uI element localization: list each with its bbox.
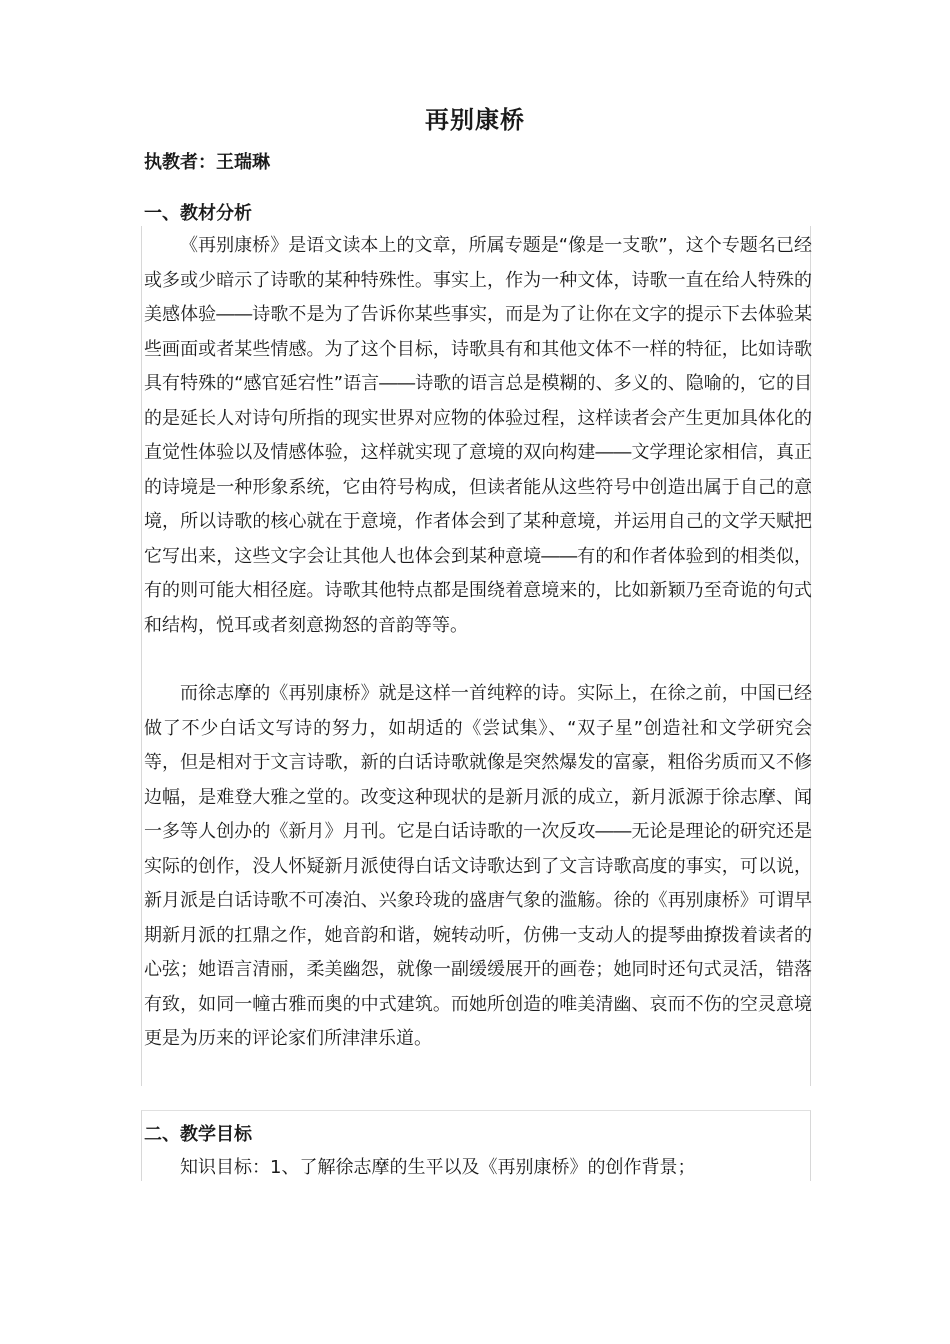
- section-1-paragraph-1: 《再别康桥》是语文读本上的文章，所属专题是“像是一支歌”，这个专题名已经或多或少暗示了诗歌的某种特殊性。事实上，作为一种文体，诗歌一直在给人特殊的美感体验――诗歌不是为了告诉你某些事实，而是为了让你在文字的提示下去体验某些画面或者某些情感。为了这个目标，诗歌具有和其他文体不一样的特征，比如诗歌具有特殊的“感官延宕性”语言――诗歌的语言总是模糊的、多义的、隐喻的，它的目的是延长人对诗句所指的现实世界对应物的体验过程，这样读者会产生更加具体化的直觉性体验以及情感体验，这样就实现了意境的双向构建――文学理论家相信，真正的诗境是一种形象系统，它由符号构成，但读者能从这些符号中创造出属于自己的意境，所以诗歌的核心就在于意境，作者体会到了某种意境，并运用自己的文学天赋把它写出来，这些文字会让其他人也体会到某种意境――有的和作者体验到的相类似，有的则可能大相径庭。诗歌其他特点都是围绕着意境来的，比如新颖乃至奇诡的句式和结构，悦耳或者刻意拗怒的音韵等等。: [144, 235, 812, 636]
- page-title: 再别康桥: [425, 106, 525, 134]
- section-1-paragraph-2: 而徐志摩的《再别康桥》就是这样一首纯粹的诗。实际上，在徐之前，中国已经做了不少白话文写诗的努力，如胡适的《尝试集》、“双子星”创造社和文学研究会等，但是相对于文言诗歌，新的白话诗歌就像是突然爆发的富豪，粗俗劣质而又不修边幅，是难登大雅之堂的。改变这种现状的是新月派的成立，新月派源于徐志摩、闻一多等人创办的《新月》月刊。它是白话诗歌的一次反攻――无论是理论的研究还是实际的创作，没人怀疑新月派使得白话文诗歌达到了文言诗歌高度的事实，可以说，新月派是白话诗歌不可凑泊、兴象玲珑的盛唐气象的滥觞。徐的《再别康桥》可谓早期新月派的扛鼎之作，她音韵和谐，婉转动听，仿佛一支动人的提琴曲撩拨着读者的心弦；她语言清丽，柔美幽怨，就像一副缓缓展开的画卷；她同时还句式灵活，错落有致，如同一幢古雅而奥的中式建筑。而她所创造的唯美清幽、哀而不伤的空灵意境更是为历来的评论家们所津津乐道。: [144, 683, 812, 1049]
- teacher-line: 执教者：王瑞琳: [144, 152, 270, 173]
- section-heading-teaching-goals: 二、教学目标: [144, 1124, 252, 1145]
- section-heading-material-analysis: 一、教材分析: [144, 203, 252, 224]
- section-2-paragraph-1: 知识目标：1、了解徐志摩的生平以及《再别康桥》的创作背景；: [180, 1157, 696, 1178]
